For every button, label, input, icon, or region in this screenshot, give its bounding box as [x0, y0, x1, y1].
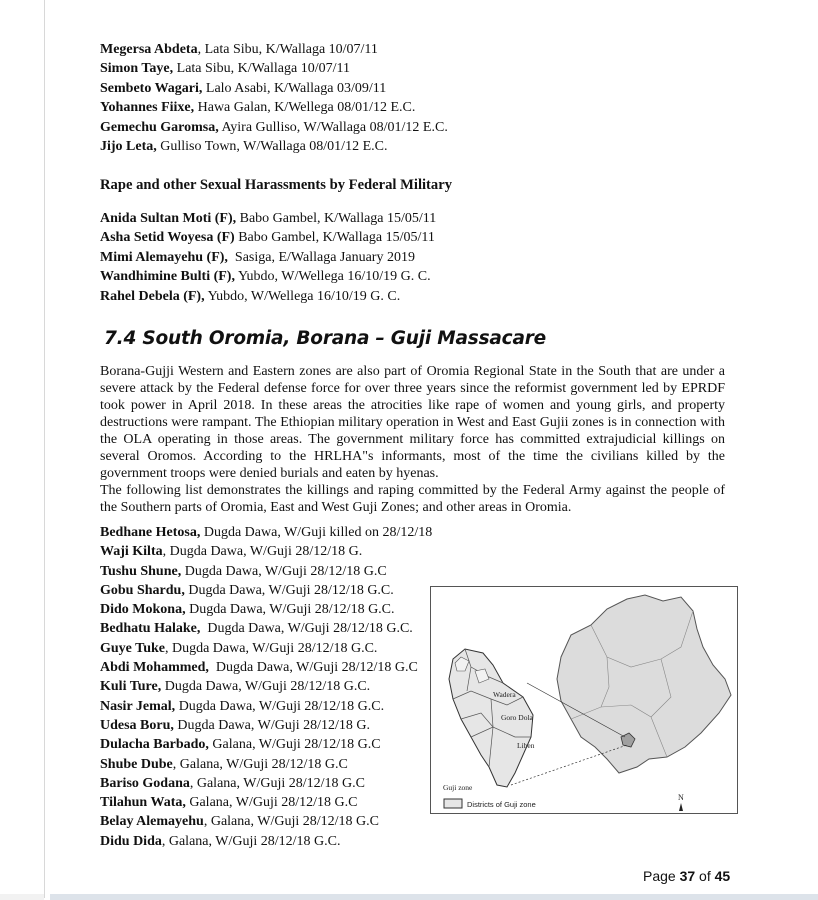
victim-details: Dugda Dawa, W/Guji killed on 28/12/18 — [200, 525, 433, 540]
victim-list-rape — [100, 209, 436, 306]
victim-entry — [100, 793, 432, 812]
victim-entry — [100, 248, 436, 267]
victim-details: Ayira Gulliso, W/Wallaga 08/01/12 E.C. — [218, 119, 448, 135]
map-label-wadera: Wadera — [493, 690, 516, 699]
victim-details: Dugda Dawa, W/Guji 28/12/18 G.C — [181, 563, 387, 579]
north-arrow-label: N — [678, 793, 684, 802]
victim-details: Yubdo, W/Wellega 16/10/19 G. C. — [234, 269, 431, 285]
victim-entry — [100, 716, 432, 735]
victim-details: Babo Gambel, K/Wallaga 15/05/11 — [234, 230, 435, 246]
map-legend-label: Districts of Guji zone — [467, 800, 536, 809]
victim-details: Babo Gambel, K/Wallaga 15/05/11 — [236, 211, 437, 226]
victim-details: Dugda Dawa, W/Guji 28/12/18 G.C. — [200, 621, 413, 637]
victim-name: Guye Tuke — [100, 640, 165, 656]
victim-name: Nasir Jemal, — [100, 698, 176, 714]
victim-name: Asha Setid Woyesa (F) — [100, 230, 235, 246]
victim-details: , Dugda Dawa, W/Guji 28/12/18 G.C. — [164, 640, 378, 656]
victim-details: Dugda Dawa, W/Guji 28/12/18 G.C. — [161, 679, 371, 695]
victim-entry — [100, 40, 448, 59]
victim-name: Simon Taye, — [100, 61, 174, 77]
ethiopia-outline — [557, 595, 731, 773]
victim-name: Shube Dube — [100, 756, 173, 772]
victim-entry — [100, 59, 448, 78]
body-paragraph-list-intro: The following list demonstrates the killings and raping committed by the Federal Army against the people of the Southern parts of Oromia, East and West Guji Zones; and other areas in Oromia. — [100, 483, 725, 515]
section-title: 7.4 South Oromia, Borana – Guji Massacare — [104, 328, 547, 349]
victim-name: Abdi Mohammed, — [100, 660, 209, 676]
victim-details: Dugda Dawa, W/Guji 28/12/18 G. — [173, 717, 371, 733]
victim-details: , Galana, W/Guji 28/12/18 G.C — [172, 756, 348, 772]
victim-entry — [100, 832, 432, 851]
victim-entry — [100, 209, 436, 228]
victim-name: Waji Kilta — [100, 544, 163, 560]
victim-name: Bedhane Hetosa, — [100, 525, 201, 540]
victim-entry — [100, 697, 432, 716]
map-graphic — [431, 587, 737, 813]
body-paragraph: Borana-Gujji Western and Eastern zones are also part of Oromia Regional State in the South that are under a severe attack by the Federal defense force for over three years since the reformist government led by EPRDF took power in April 2018. In these areas the atrocities like rape of women and young girls, and property destructions were rampant. The Ethiopian military operation in West and East Gujii zones is in connection with the OLA operating in those areas. The government military force has committed extrajudicial killings on several Oromos. According to the HRLHA"s informants, most of the time the civilians killed by the government troops were denied burials and eaten by hyenas. — [100, 364, 725, 481]
map-label-goro-dola: Goro Dola — [501, 713, 533, 722]
section-subheading-rape: Rape and other Sexual Harassments by Federal Military — [100, 177, 452, 193]
page-number: Page 37 of 45 — [643, 868, 731, 884]
victim-details: Galana, W/Guji 28/12/18 G.C — [208, 737, 381, 753]
victim-entry — [100, 562, 432, 581]
victim-details: Yubdo, W/Wellega 16/10/19 G. C. — [204, 288, 401, 304]
victim-details: , Galana, W/Guji 28/12/18 G.C. — [161, 833, 341, 849]
victim-entry — [100, 581, 432, 600]
victim-name: Megersa Abdeta — [100, 42, 198, 57]
victim-entry — [100, 619, 432, 638]
victim-name: Belay Alemayehu — [100, 814, 204, 830]
victim-entry — [100, 542, 432, 561]
guji-zone-map — [430, 586, 738, 814]
victim-name: Tushu Shune, — [100, 563, 182, 579]
victim-list-south-oromia — [100, 523, 432, 851]
victim-details: Galana, W/Guji 28/12/18 G.C — [185, 795, 358, 811]
victim-entry — [100, 79, 448, 98]
victim-entry — [100, 600, 432, 619]
victim-details: , Lata Sibu, K/Wallaga 10/07/11 — [197, 42, 378, 57]
victim-name: Gobu Shardu, — [100, 582, 185, 598]
victim-details: Gulliso Town, W/Wallaga 08/01/12 E.C. — [156, 139, 388, 155]
victim-details: , Dugda Dawa, W/Guji 28/12/18 G. — [162, 544, 363, 560]
victim-entry — [100, 677, 432, 696]
victim-name: Kuli Ture, — [100, 679, 162, 695]
victim-details: , Galana, W/Guji 28/12/18 G.C — [203, 814, 379, 830]
victim-entry — [100, 287, 436, 306]
page-bottom-edge — [50, 894, 818, 900]
victim-details: Lata Sibu, K/Wallaga 10/07/11 — [173, 61, 350, 77]
victim-name: Tilahun Wata, — [100, 795, 186, 811]
victim-entry — [100, 118, 448, 137]
victim-entry — [100, 774, 432, 793]
victim-entry — [100, 639, 432, 658]
victim-list-killed — [100, 40, 448, 156]
victim-details: Sasiga, E/Wallaga January 2019 — [227, 249, 415, 265]
map-label-liben: Liben — [517, 741, 535, 750]
victim-details: Dugda Dawa, W/Guji 28/12/18 G.C. — [184, 582, 394, 598]
victim-entry — [100, 755, 432, 774]
victim-entry — [100, 658, 432, 677]
victim-entry — [100, 812, 432, 831]
victim-name: Anida Sultan Moti (F), — [100, 211, 237, 226]
victim-name: Dulacha Barbado, — [100, 737, 209, 753]
victim-entry — [100, 228, 436, 247]
victim-name: Dido Mokona, — [100, 602, 186, 618]
legend-swatch — [444, 799, 462, 808]
victim-entry — [100, 523, 432, 542]
victim-details: Dugda Dawa, W/Guji 28/12/18 G.C — [208, 660, 418, 676]
victim-name: Bariso Godana — [100, 775, 190, 791]
page-left-edge — [44, 0, 45, 898]
victim-name: Wandhimine Bulti (F), — [100, 269, 235, 285]
victim-name: Bedhatu Halake, — [100, 621, 201, 637]
victim-entry — [100, 137, 448, 156]
victim-name: Mimi Alemayehu (F), — [100, 249, 228, 265]
victim-name: Rahel Debela (F), — [100, 288, 205, 304]
victim-entry — [100, 267, 436, 286]
victim-name: Didu Dida — [100, 833, 162, 849]
victim-entry — [100, 735, 432, 754]
victim-details: Lalo Asabi, K/Wallaga 03/09/11 — [202, 80, 387, 96]
victim-entry — [100, 98, 448, 117]
victim-name: Gemechu Garomsa, — [100, 119, 219, 135]
victim-details: Dugda Dawa, W/Guji 28/12/18 G.C. — [185, 602, 395, 618]
map-label-zone: Guji zone — [443, 783, 473, 792]
north-arrow-icon — [679, 803, 683, 811]
victim-name: Udesa Boru, — [100, 717, 174, 733]
victim-details: Hawa Galan, K/Wellega 08/01/12 E.C. — [194, 100, 416, 116]
victim-name: Jijo Leta, — [100, 139, 157, 155]
page-bottom-edge-left — [0, 894, 44, 900]
victim-name: Yohannes Fiixe, — [100, 100, 195, 116]
victim-details: Dugda Dawa, W/Guji 28/12/18 G.C. — [175, 698, 385, 714]
victim-name: Sembeto Wagari, — [100, 80, 203, 96]
victim-details: , Galana, W/Guji 28/12/18 G.C — [189, 775, 365, 791]
